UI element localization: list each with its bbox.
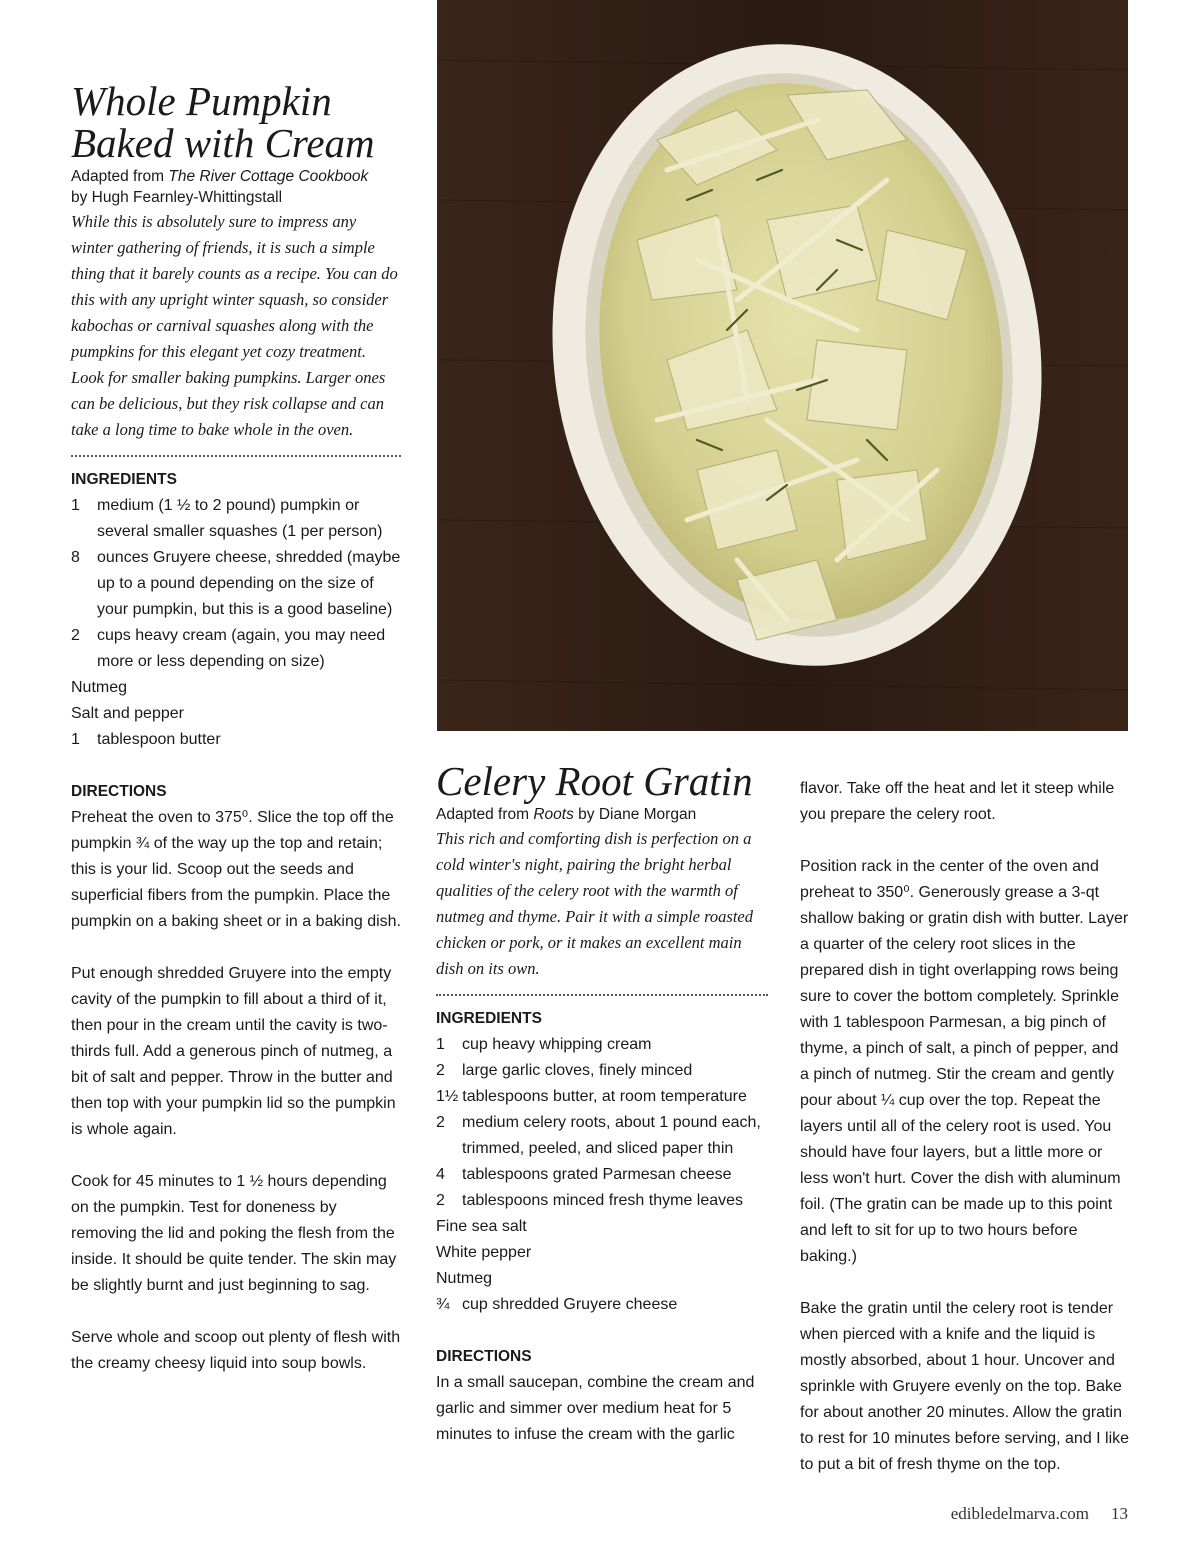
- ingredient-text: cup heavy whipping cream: [462, 1036, 652, 1053]
- list-item: [71, 623, 401, 675]
- list-item: [436, 1162, 768, 1188]
- list-item: [436, 1110, 768, 1162]
- list-item: [436, 1058, 768, 1084]
- list-item: [71, 493, 401, 545]
- source-book: Roots: [533, 806, 574, 823]
- ingredients-heading: INGREDIENTS: [436, 1010, 542, 1027]
- ingredient-qty: 1: [436, 1036, 445, 1053]
- ingredient-text: tablespoons butter, at room temperature: [462, 1088, 747, 1105]
- list-item: [436, 1214, 768, 1240]
- list-item: [436, 1266, 768, 1292]
- ingredient-qty: 1: [71, 731, 80, 748]
- recipe-title: [71, 80, 401, 164]
- list-item: [436, 1292, 768, 1318]
- ingredient-qty: 1½: [436, 1088, 459, 1105]
- ingredient-text: medium (1 ½ to 2 pound) pumpkin or several smaller squashes (1 per person): [97, 497, 383, 540]
- ingredient-qty: 2: [436, 1114, 445, 1131]
- recipe-whole-pumpkin: [71, 80, 401, 1377]
- list-item: [71, 675, 401, 701]
- dotted-divider: [436, 994, 768, 996]
- direction-step: Preheat the oven to 375⁰. Slice the top off the pumpkin ¾ of the way up the top and retain; this is your lid. Scoop out the seeds and superficial fibers from the pumpkin. Place the pumpkin on a baking sheet or in a baking dish.: [71, 809, 401, 930]
- source-book: The River Cottage Cookbook: [168, 168, 369, 185]
- ingredients-list: [436, 1032, 768, 1318]
- ingredient-text: tablespoon butter: [97, 731, 221, 748]
- dotted-divider: [71, 455, 401, 457]
- direction-step: Put enough shredded Gruyere into the empty cavity of the pumpkin to fill about a third of it, then pour in the cream until the cavity is two-thirds full. Add a generous pinch of nutmeg, a bit of salt and pepper. Throw in the butter and then top with your pumpkin lid so the pumpkin is whole again.: [71, 965, 396, 1138]
- list-item: [71, 545, 401, 623]
- ingredient-text: Salt and pepper: [71, 705, 184, 722]
- directions-heading: DIRECTIONS: [71, 783, 167, 800]
- source-author: by Hugh Fearnley-Whittingstall: [71, 189, 283, 206]
- ingredients-heading: INGREDIENTS: [71, 471, 177, 488]
- ingredient-qty: ¾: [436, 1296, 450, 1313]
- page-number: 13: [1111, 1504, 1128, 1523]
- list-item: [436, 1032, 768, 1058]
- ingredient-text: ounces Gruyere cheese, shredded (maybe up to a pound depending on the size of your pumpkin, but this is a good baseline): [97, 549, 401, 618]
- gratin-photo: [437, 0, 1128, 731]
- direction-step: flavor. Take off the heat and let it steep while you prepare the celery root.: [800, 780, 1115, 823]
- title-line-1: Whole Pumpkin: [71, 78, 332, 124]
- directions-heading: DIRECTIONS: [436, 1348, 532, 1365]
- recipe-intro: While this is absolutely sure to impress any winter gathering of friends, it is such a simple thing that it barely counts as a recipe. You can do this with any upright winter squash, so consider kabochas or carnival squashes along with the pumpkins for this elegant yet cozy treatment. Look for smaller baking pumpkins. Larger ones can be delicious, but they risk collapse and can take a long time to bake whole in the oven.: [71, 212, 398, 439]
- ingredient-qty: 4: [436, 1166, 445, 1183]
- direction-step: Bake the gratin until the celery root is tender when pierced with a knife and the liquid is mostly absorbed, about 1 hour. Uncover and sprinkle with Gruyere evenly on the top. Bake for about another 20 minutes. Allow the gratin to rest for 10 minutes before serving, and I like to put a bit of fresh thyme on the top.: [800, 1300, 1130, 1473]
- title-line-2: Baked with Cream: [71, 120, 375, 166]
- ingredient-text: cups heavy cream (again, you may need more or less depending on size): [97, 627, 386, 670]
- ingredient-text: Nutmeg: [436, 1270, 493, 1287]
- ingredient-qty: 2: [436, 1192, 445, 1209]
- ingredient-text: medium celery roots, about 1 pound each, trimmed, peeled, and sliced paper thin: [462, 1114, 761, 1157]
- recipe-intro: This rich and comforting dish is perfection on a cold winter's night, pairing the bright herbal qualities of the celery root with the warmth of nutmeg and thyme. Pair it with a simple roasted chicken or pork, or it makes an excellent main dish on its own.: [436, 829, 753, 978]
- adapted-prefix: Adapted from: [71, 168, 169, 185]
- recipe-title: Celery Root Gratin: [436, 758, 753, 804]
- adapted-from: [71, 166, 401, 208]
- site-link[interactable]: edibledelmarva.com: [950, 1504, 1089, 1523]
- direction-step: Serve whole and scoop out plenty of flesh with the creamy cheesy liquid into soup bowls.: [71, 1329, 401, 1372]
- ingredient-text: Nutmeg: [71, 679, 128, 696]
- direction-step: Cook for 45 minutes to 1 ½ hours depending on the pumpkin. Test for doneness by removing the lid and poking the flesh from the inside. It should be quite tender. The skin may be slightly burnt and just beginning to sag.: [71, 1173, 397, 1294]
- ingredient-text: large garlic cloves, finely minced: [462, 1062, 693, 1079]
- ingredient-qty: 2: [71, 627, 80, 644]
- ingredient-text: tablespoons grated Parmesan cheese: [462, 1166, 732, 1183]
- gratin-directions-continued: [800, 776, 1130, 1478]
- ingredient-qty: 1: [71, 497, 80, 514]
- page-footer: [951, 1504, 1128, 1524]
- ingredient-text: tablespoons minced fresh thyme leaves: [462, 1192, 744, 1209]
- list-item: [71, 701, 401, 727]
- ingredient-text: Fine sea salt: [436, 1218, 527, 1235]
- ingredient-text: White pepper: [436, 1244, 532, 1261]
- ingredients-list: [71, 493, 401, 753]
- recipe-celery-root-gratin: [436, 760, 768, 1448]
- direction-step: In a small saucepan, combine the cream and garlic and simmer over medium heat for 5 minutes to infuse the cream with the garlic: [436, 1374, 755, 1443]
- direction-step: Position rack in the center of the oven and preheat to 350⁰. Generously grease a 3-qt shallow baking or gratin dish with butter. Layer a quarter of the celery root slices in the prepared dish in tight overlapping rows being sure to cover the bottom completely. Sprinkle with 1 tablespoon Parmesan, a big pinch of thyme, a pinch of salt, a pinch of pepper, and a pinch of nutmeg. Stir the cream and gently pour about ¼ cup over the top. Repeat the layers until all of the celery root is used. You should have four layers, but a little more or less won't hurt. Cover the dish with aluminum foil. (The gratin can be made up to this point and left to sit for up to two hours before baking.): [800, 858, 1129, 1265]
- adapted-from: [436, 804, 768, 825]
- list-item: [436, 1188, 768, 1214]
- source-author: by Diane Morgan: [573, 806, 697, 823]
- list-item: [436, 1084, 768, 1110]
- ingredient-text: cup shredded Gruyere cheese: [462, 1296, 678, 1313]
- adapted-prefix: Adapted from: [436, 806, 534, 823]
- list-item: [71, 727, 401, 753]
- ingredient-qty: 2: [436, 1062, 445, 1079]
- gratin-illustration: [437, 0, 1128, 731]
- list-item: [436, 1240, 768, 1266]
- ingredient-qty: 8: [71, 549, 80, 566]
